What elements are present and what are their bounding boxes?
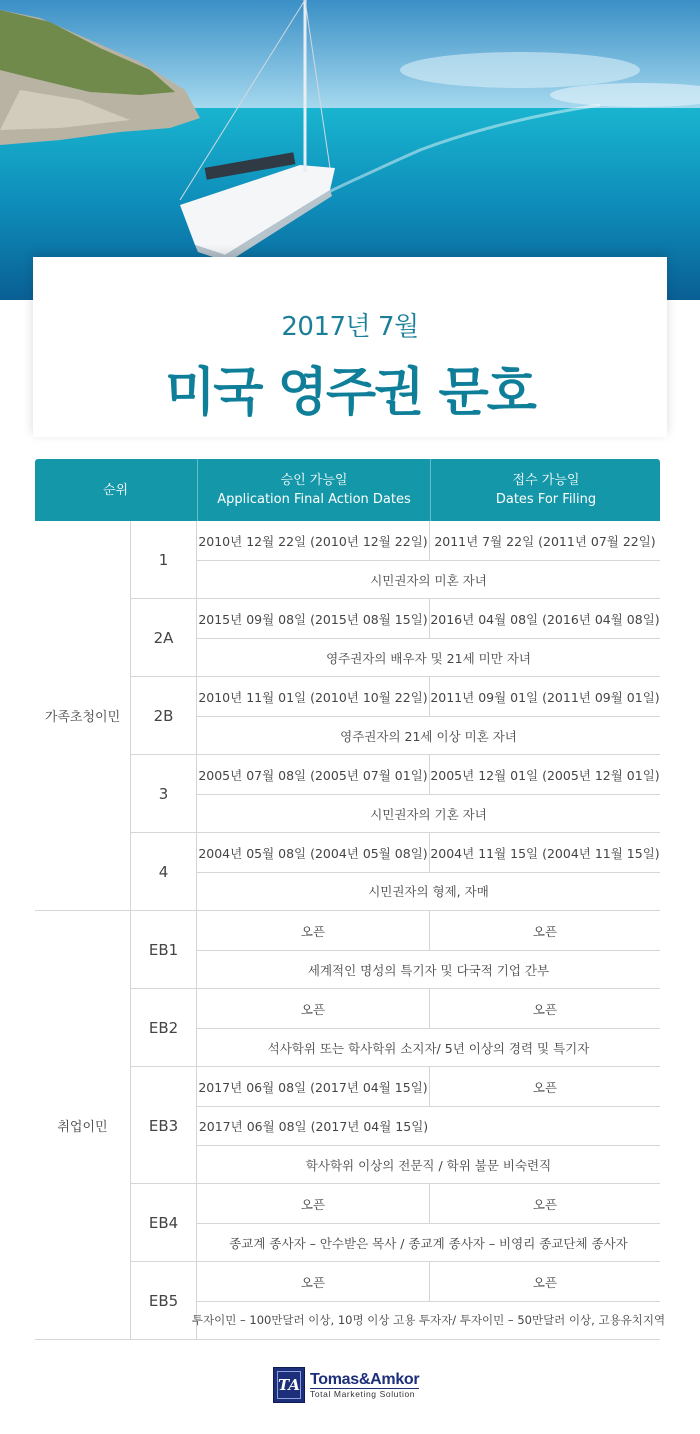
filing-date: 오픈 <box>532 1196 558 1212</box>
hero-image <box>0 0 700 300</box>
header-rank: 순위 <box>102 482 129 498</box>
category-description: 종교계 종사자 – 안수받은 목사 / 종교계 종사자 – 비영리 종교단체 종사자 <box>229 1235 628 1251</box>
filing-date: 2011년 7월 22일 (2011년 07월 22일) <box>434 533 656 549</box>
final-action-date: 2010년 11월 01일 (2010년 10월 22일) <box>197 677 430 716</box>
page-title: 미국 영주권 문호 <box>165 363 535 423</box>
header-filing: 접수 가능일 Dates For Filing <box>430 459 661 521</box>
table-header <box>35 459 660 521</box>
filing-date: 2016년 04월 08일 (2016년 04월 08일) <box>430 611 660 627</box>
category-description: 시민권자의 형제, 자매 <box>368 884 489 899</box>
category-family: 가족초청이민 <box>44 710 121 725</box>
final-action-date: 2017년 06월 08일 (2017년 04월 15일) <box>198 1118 429 1134</box>
final-action-date: 2017년 06월 08일 (2017년 04월 15일) <box>197 1067 430 1106</box>
category-description: 영주권자의 21세 이상 미혼 자녀 <box>340 728 517 744</box>
final-action-date: 2005년 07월 08일 (2005년 07월 01일) <box>197 755 430 794</box>
rank-cell: 4 <box>130 833 197 910</box>
category-description: 학사학위 이상의 전문직 / 학위 불문 비숙련직 <box>305 1157 552 1173</box>
table-bottom-border <box>35 1339 660 1340</box>
filing-date: 오픈 <box>532 1001 558 1017</box>
rank-cell: 1 <box>130 521 197 599</box>
company-logo <box>273 1367 419 1403</box>
filing-date: 2011년 09월 01일 (2011년 09월 01일) <box>430 689 660 705</box>
category-description: 투자이민 – 100만달러 이상, 10명 이상 고용 투자자/ 투자이민 – 50만달러 이상, 고용유치지역 <box>191 1313 666 1327</box>
sailboat-sea-illustration <box>0 0 700 300</box>
final-action-date: 오픈 <box>197 1184 430 1223</box>
category-description: 영주권자의 배우자 및 21세 미만 자녀 <box>326 650 531 666</box>
final-action-date: 2015년 09월 08일 (2015년 08월 15일) <box>197 599 430 638</box>
rank-cell: EB2 <box>130 989 197 1067</box>
filing-date: 오픈 <box>532 1079 558 1095</box>
rank-cell: 2B <box>130 677 197 755</box>
final-action-date: 2004년 05월 08일 (2004년 05월 08일) <box>197 833 430 872</box>
final-action-date: 오픈 <box>197 1262 430 1301</box>
category-description: 세계적인 명성의 특기자 및 다국적 기업 간부 <box>307 962 550 978</box>
final-action-date: 오픈 <box>197 989 430 1028</box>
final-action-date: 2010년 12월 22일 (2010년 12월 22일) <box>197 521 430 560</box>
page-subtitle: 2017년 7월 <box>281 312 419 342</box>
filing-date: 2004년 11월 15일 (2004년 11월 15일) <box>430 845 660 861</box>
category-description: 시민권자의 기혼 자녀 <box>370 806 487 822</box>
final-action-date: 오픈 <box>197 911 430 950</box>
filing-date: 2005년 12월 01일 (2005년 12월 01일) <box>430 767 660 783</box>
category-employment: 취업이민 <box>57 1119 108 1135</box>
category-description: 석사학위 또는 학사학위 소지자/ 5년 이상의 경력 및 특기자 <box>267 1040 590 1056</box>
rank-cell: 2A <box>130 599 197 677</box>
filing-date: 오픈 <box>532 923 558 939</box>
logo-mark: TA <box>273 1367 305 1403</box>
filing-date: 오픈 <box>532 1274 558 1290</box>
category-description: 시민권자의 미혼 자녀 <box>370 572 487 588</box>
logo-name: Tomas&Amkor <box>310 1371 420 1388</box>
header-final-action: 승인 가능일 Application Final Action Dates <box>197 459 430 521</box>
rank-cell: EB1 <box>130 911 197 989</box>
rank-cell: EB4 <box>130 1184 197 1262</box>
logo-tagline: Total Marketing Solution <box>310 1388 419 1399</box>
rank-cell: 3 <box>130 755 197 833</box>
rank-cell: EB5 <box>130 1262 197 1339</box>
rank-cell: EB3 <box>130 1067 197 1184</box>
